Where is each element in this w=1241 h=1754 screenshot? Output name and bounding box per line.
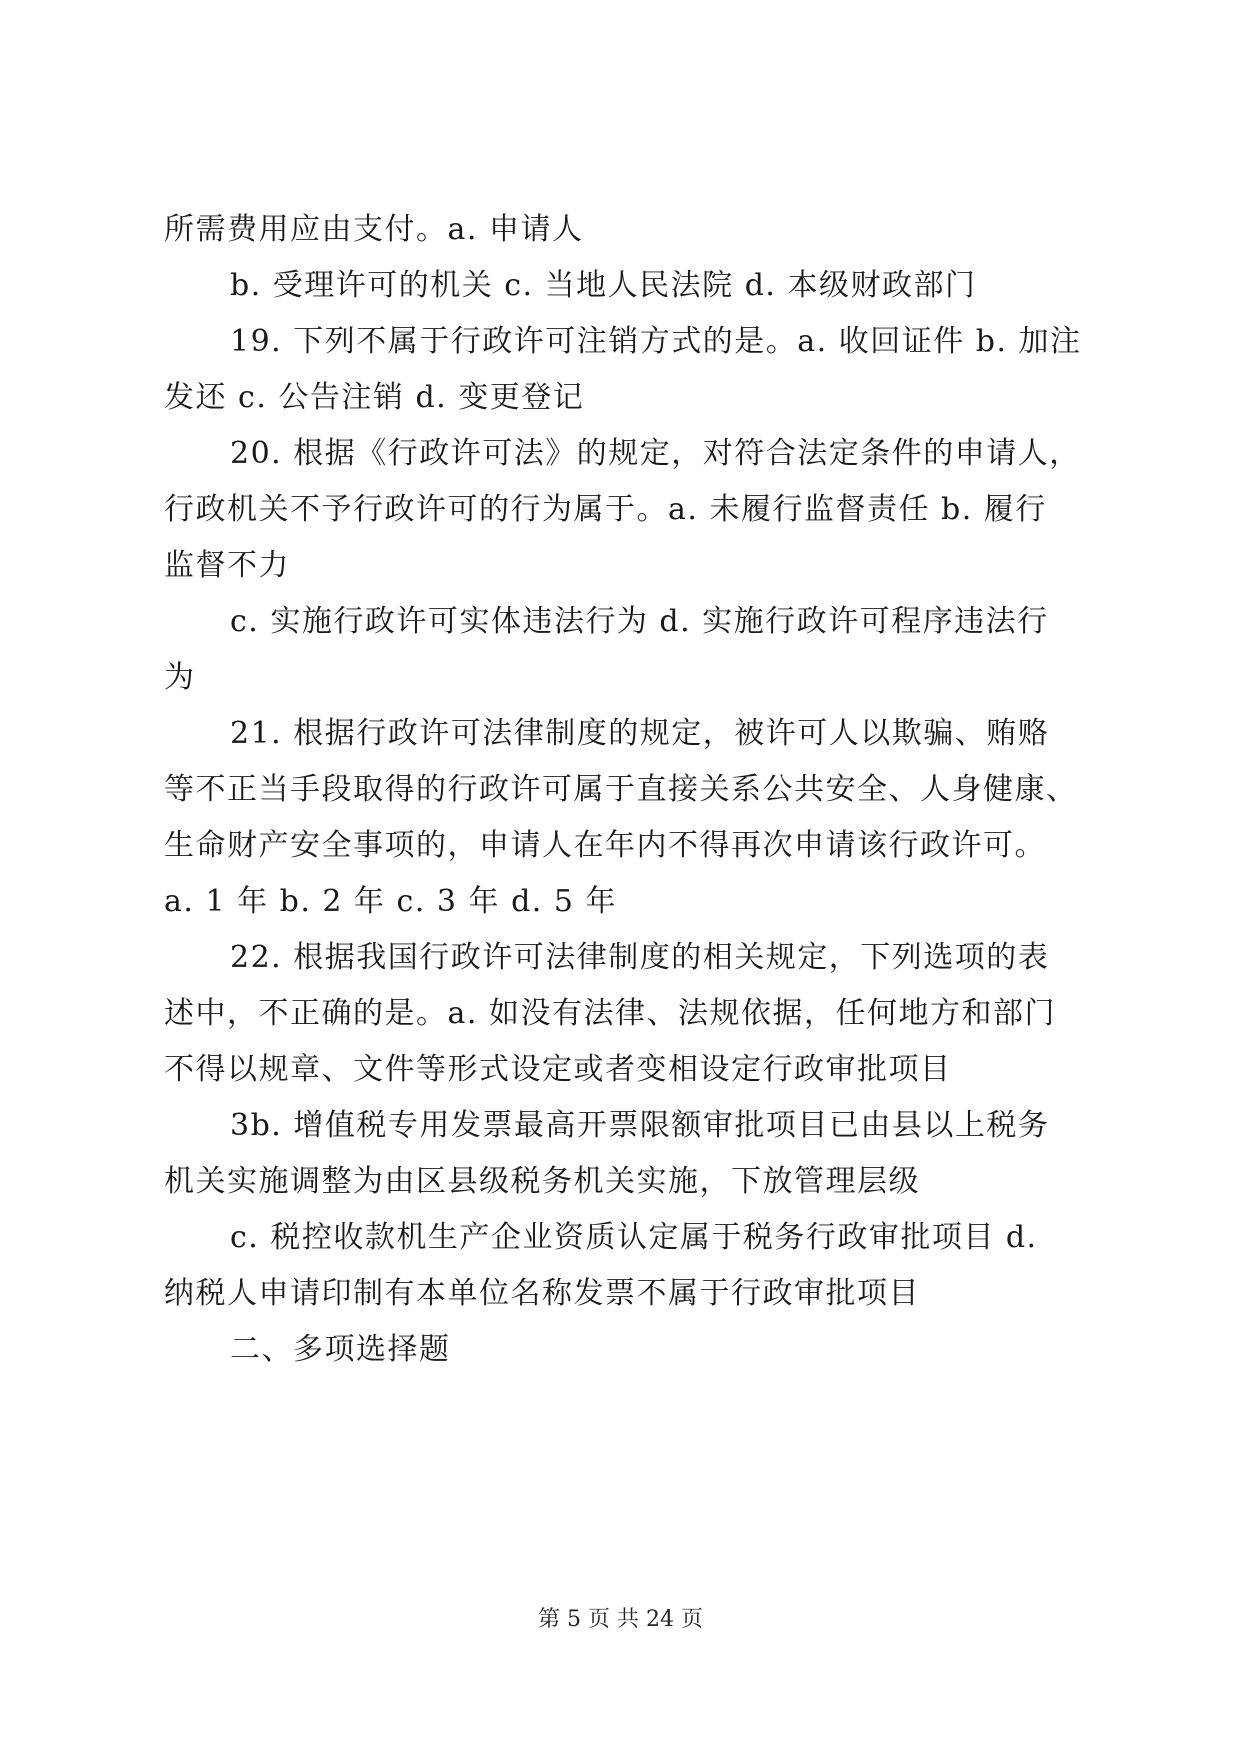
text-line: 生命财产安全事项的，申请人在年内不得再次申请该行政许可。 [164,828,1046,863]
text-line: b. 受理许可的机关 c. 当地人民法院 d. 本级财政部门 [230,268,977,303]
text-line: 述中，不正确的是。a. 如没有法律、法规依据，任何地方和部门 [164,996,1056,1031]
section-heading: 二、多项选择题 [230,1332,451,1367]
text-line: c. 税控收款机生产企业资质认定属于税务行政审批项目 d. [230,1220,1038,1255]
text-line: 所需费用应由支付。a. 申请人 [164,212,584,247]
text-line: 19. 下列不属于行政许可注销方式的是。a. 收回证件 b. 加注 [230,324,1082,359]
text-line: 22. 根据我国行政许可法律制度的相关规定，下列选项的表 [230,940,1050,975]
text-line: c. 实施行政许可实体违法行为 d. 实施行政许可程序违法行 [230,604,1049,639]
text-line: 为 [164,660,196,695]
text-line: 发还 c. 公告注销 d. 变更登记 [164,380,585,415]
text-line: 监督不力 [164,548,290,583]
text-line: 21. 根据行政许可法律制度的规定，被许可人以欺骗、贿赂 [230,716,1050,751]
text-line: 不得以规章、文件等形式设定或者变相设定行政审批项目 [164,1052,952,1087]
page-number: 第 5 页 共 24 页 [538,1607,703,1632]
text-line: 3b. 增值税专用发票最高开票限额审批项目已由县以上税务 [230,1108,1050,1143]
text-line: 等不正当手段取得的行政许可属于直接关系公共安全、人身健康、 [164,772,1078,807]
text-line: a. 1 年 b. 2 年 c. 3 年 d. 5 年 [164,884,617,919]
text-line: 纳税人申请印制有本单位名称发票不属于行政审批项目 [164,1276,920,1311]
text-line: 机关实施调整为由区县级税务机关实施，下放管理层级 [164,1164,920,1199]
text-line: 20. 根据《行政许可法》的规定，对符合法定条件的申请人， [230,436,1081,471]
text-line: 行政机关不予行政许可的行为属于。a. 未履行监督责任 b. 履行 [164,492,1047,527]
